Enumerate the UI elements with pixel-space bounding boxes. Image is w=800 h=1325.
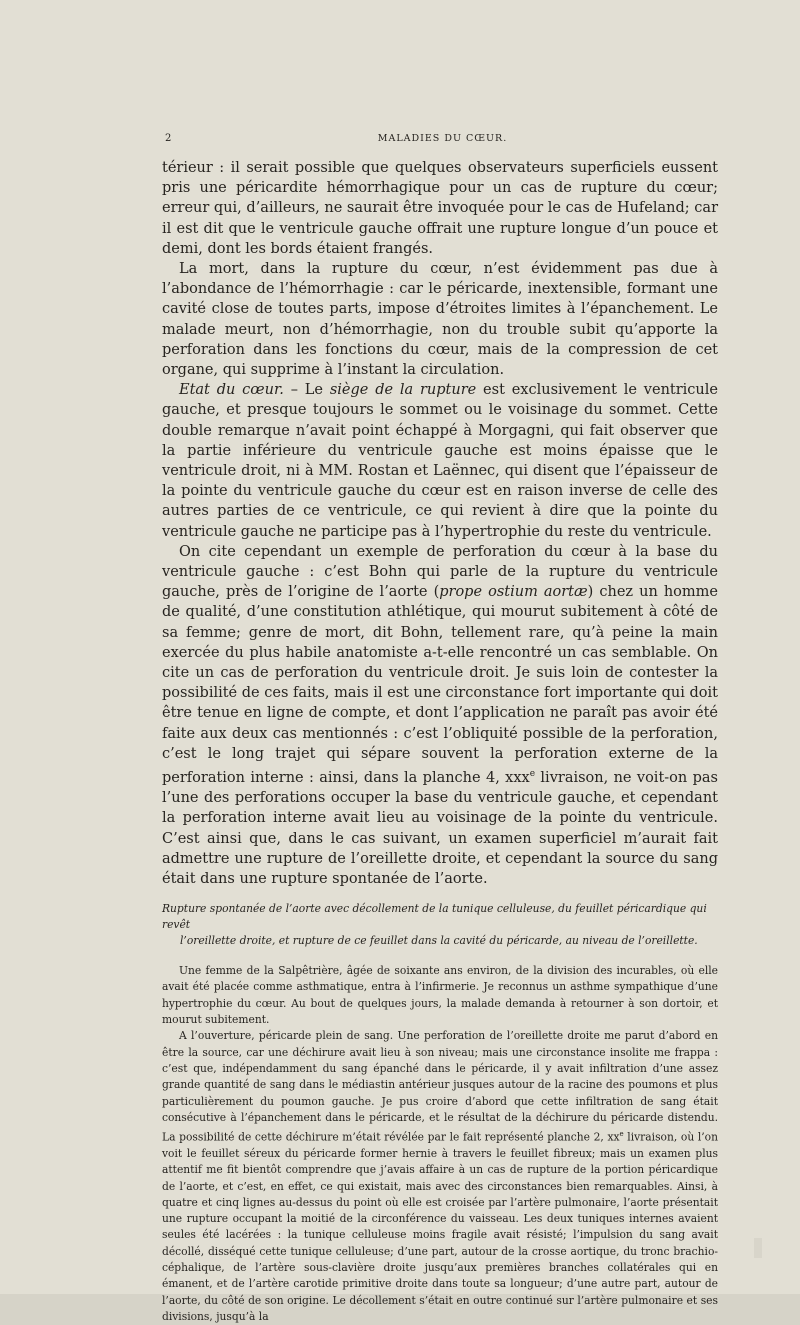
section-lead-etat-du-coeur: Etat du cœur. bbox=[179, 382, 284, 399]
paragraph-3 bbox=[162, 380, 718, 542]
paragraph-4-text-b: ) chez un homme de qualité, d’une constitution athlétique, qui mourut subitement à côté de sa femme; genre de mort, dit Bohn, tellement rare, qu’à peine la main exercée du plus habile anatomiste a-t-elle rencontré un cas semblable. On cite un cas de perforation du ventricule droit. Je suis loin de contester la possibilité de ces faits, mais il est une circonstance fort importante qui doit être tenue en ligne de compte, et dont l’application ne paraît pas avoir été faite aux deux cas mentionnés : c’est l’obliquité possible de la perforation, c’est le long trajet qui sépare souvent la perforation externe de la perforation interne : ainsi, dans la planche 4, xxx bbox=[162, 584, 718, 786]
superscript-e-2: e bbox=[619, 1130, 624, 1139]
case-paragraph-2-text-b: livraison, où l’on voit le feuillet séreux du péricarde former hernie à travers le feuillet fibreux; mais un examen plus attentif me fit bientôt comprendre que j’avais affaire à un cas de rupture de la portion péricardique de l’aorte, et c’est, en effet, ce qui existait, mais avec des circonstances bien remarquables. Ainsi, à quatre et cinq lignes au-dessus du point où elle est croisée par l’artère pulmonaire, l’aorte présentait une rupture occupant la moitié de la circonférence du vaisseau. Les deux tuniques internes avaient seules été lacérées : la tunique celluleuse moins fragile avait résisté; l’impulsion du sang avait décollé, disséqué cette tunique celluleuse; d’une part, autour de la crosse aortique, du tronc brachio-céphalique, de l’artère sous-clavière droite jusqu’aux premières branches collatérales qui en émanent, et de l’artère carotide primitive droite dans toute sa longueur; d’une autre part, autour de l’aorte, du côté de son origine. Le décollement s’était en outre continué sur l’artère pulmonaire et ses divisions, jusqu’à la bbox=[162, 1130, 718, 1323]
paragraph-1: térieur : il serait possible que quelques observateurs superficiels eussent pris une péricardite hémorrhagique pour un cas de rupture du cœur; erreur qui, d’ailleurs, ne saurait être invoquée pour le cas de Hufeland; car il est dit que le ventricule gauche offrait une rupture longue d’un pouce et demi, dont les bords étaient frangés. bbox=[162, 160, 718, 257]
running-head: MALADIES DU CŒUR. bbox=[377, 133, 508, 144]
page-number: 2 bbox=[165, 133, 172, 144]
siege-de-la-rupture: siège de la rupture bbox=[329, 382, 477, 399]
page-header bbox=[165, 133, 720, 149]
text-body bbox=[162, 158, 718, 1325]
lead-dash: – Le bbox=[283, 382, 330, 399]
case-heading-line-1: Rupture spontanée de l’aorte avec décollement de la tunique celluleuse, du feuillet péricardique qui revêt bbox=[162, 902, 707, 932]
case-paragraph-1: Une femme de la Salpêtrière, âgée de soixante ans environ, de la division des incurables, où elle avait été placée comme asthmatique, entra à l’infirmerie. Je reconnus un asthme sympathique d’une hypertrophie du cœur. Au bout de quelques jours, la malade demanda à retourner à son dortoir, et mourut subitement. bbox=[162, 964, 718, 1027]
case-heading-line-2: l’oreillette droite, et rupture de ce feuillet dans la cavité du péricarde, au niveau de l’oreillette. bbox=[180, 934, 698, 948]
paragraph-4-text-c: livraison, ne voit-on pas l’une des perforations occuper la base du ventricule gauche, et cependant la perforation interne avait lieu au voisinage de la pointe du ventricule. C’est ainsi que, dans le cas suivant, un examen superficiel m’aurait fait admettre une rupture de l’oreillette droite, et cependant la source du sang était dans une rupture spontanée de l’aorte. bbox=[162, 769, 718, 887]
paragraph-4 bbox=[162, 542, 718, 889]
paragraph-4-text-a: On cite cependant un exemple de perforation du cœur à la base du ventricule gauche : c’est Bohn qui parle de la rupture du ventricule gauche, près de l’origine de l’aorte ( bbox=[162, 543, 718, 601]
page-edge-mark bbox=[754, 1238, 762, 1258]
case-paragraph-2-text-a: A l’ouverture, péricarde plein de sang. Une perforation de l’oreillette droite me parut d’abord en être la source, car une déchirure avait lieu à son niveau; mais une circonstance insolite me frappa : c’est que, indépendamment du sang épanché dans le péricarde, il y avait infiltration d’une assez grande quantité de sang dans le médiastin antérieur jusques autour de la racine des poumons et plus particulièrement du poumon gauche. Je pus croire d’abord que cette infiltration de sang était consécutive à l’épanchement dans le péricarde, et le résultat de la déchirure du péricarde distendu. La possibilité de cette déchirure m’était révélée par le fait représenté planche 2, xx bbox=[162, 1029, 718, 1144]
paragraph-2: La mort, dans la rupture du cœur, n’est évidemment pas due à l’abondance de l’hémorrhagie : car le péricarde, inextensible, formant une cavité close de toutes parts, impose d’étroites limites à l’épanchement. Le malade meurt, non d’hémorrhagie, non du trouble subit qu’apporte la perforation dans les fonctions du cœur, mais de la compression de cet organe, qui supprime à l’instant la circulation. bbox=[162, 261, 718, 379]
case-paragraph-2 bbox=[162, 1028, 718, 1325]
superscript-e: e bbox=[529, 769, 536, 780]
paragraph-3-text: est exclusivement le ventricule gauche, et presque toujours le sommet ou le voisinage du sommet. Cette double remarque n’avait point échappé à Morgagni, qui fait observer que la partie inférieure du ventricule gauche est moins épaisse que le ventricule droit, ni à MM. Rostan et Laënnec, qui disent que l’épaisseur de la pointe du ventricule gauche du cœur est en raison inverse de celle des autres parties de ce ventricule, ce qui revient à dire que la pointe du ventricule gauche ne participe pas à l’hypertrophie du reste du ventricule. bbox=[162, 382, 718, 540]
case-heading bbox=[162, 901, 718, 949]
latin-phrase: prope ostium aortæ bbox=[439, 584, 588, 601]
